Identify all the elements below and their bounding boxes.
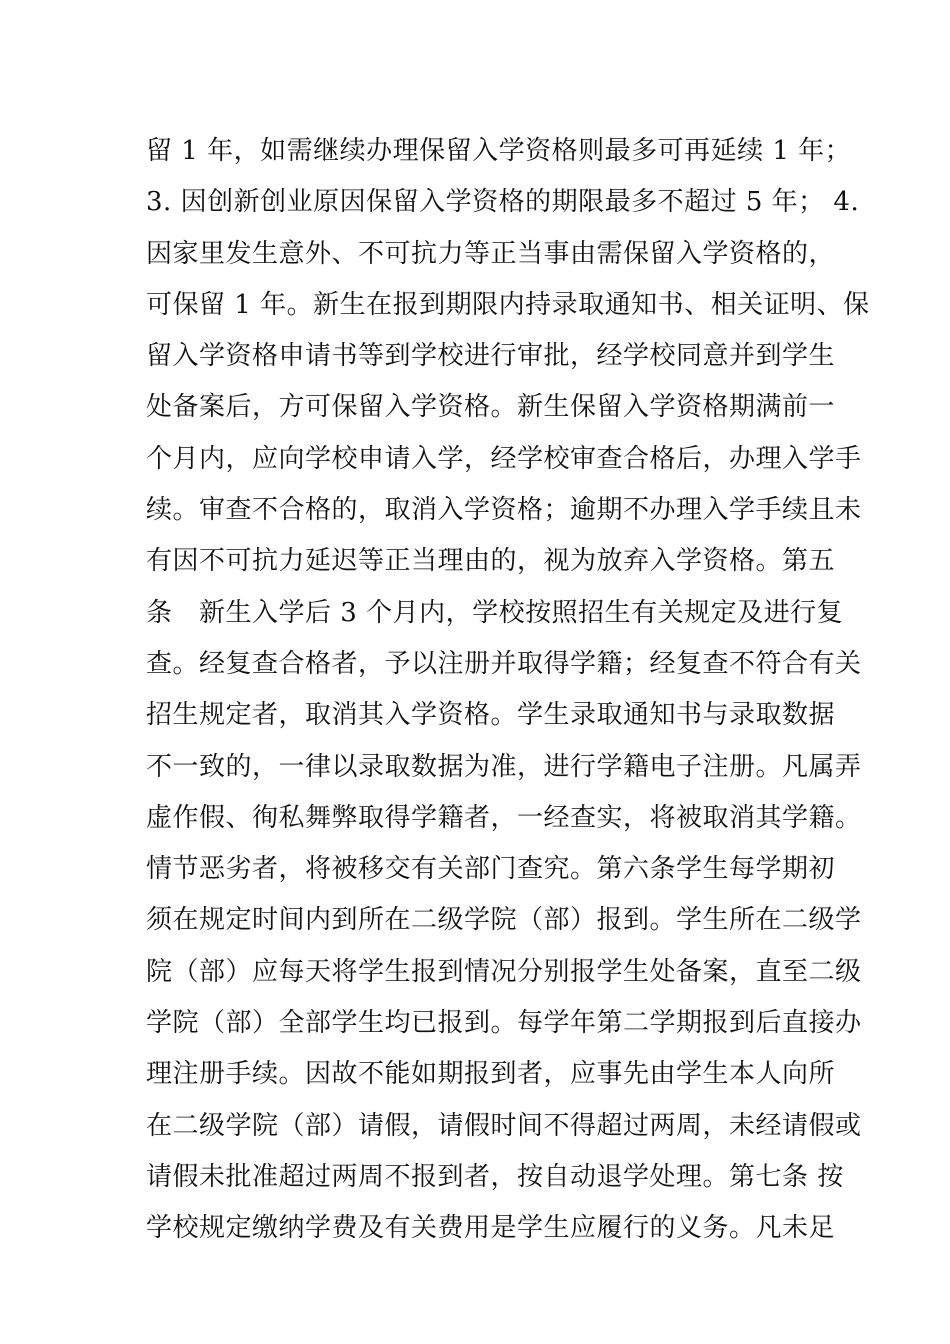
text-line: 因家里发生意外、不可抗力等正当事由需保留入学资格的， (146, 238, 836, 269)
text-line: 请假未批准超过两周不报到者，按自动退学处理。第七条 按 (146, 1161, 844, 1192)
text-line: 有因不可抗力延迟等正当理由的，视为放弃入学资格。第五 (146, 546, 836, 577)
text-line: 院（部）应每天将学生报到情况分别报学生处备案，直至二级 (146, 956, 862, 987)
text-line: 个月内，应向学校申请入学，经学校审查合格后，办理入学手 (146, 443, 862, 474)
text-line: 学院（部）全部学生均已报到。每学年第二学期报到后直接办 (146, 1008, 862, 1039)
text-line: 学校规定缴纳学费及有关费用是学生应履行的义务。凡未足 (146, 1213, 836, 1244)
text-line: 3. 因创新创业原因保留入学资格的期限最多不超过 5 年； 4. (146, 187, 860, 218)
text-line: 招生规定者，取消其入学资格。学生录取通知书与录取数据 (146, 700, 836, 731)
text-line: 留入学资格申请书等到学校进行审批，经学校同意并到学生 (146, 341, 836, 372)
body-text (146, 126, 870, 1255)
text-line: 处备案后，方可保留入学资格。新生保留入学资格期满前一 (146, 392, 836, 423)
text-line: 可保留 1 年。新生在报到期限内持录取通知书、相关证明、保 (146, 289, 870, 320)
text-line: 虚作假、徇私舞弊取得学籍者，一经查实，将被取消其学籍。 (146, 802, 862, 833)
text-line: 不一致的，一律以录取数据为准，进行学籍电子注册。凡属弄 (146, 751, 862, 782)
text-line: 查。经复查合格者，予以注册并取得学籍；经复查不符合有关 (146, 648, 862, 679)
text-line: 留 1 年，如需继续办理保留入学资格则最多可再延续 1 年； (146, 136, 852, 166)
text-line: 续。审查不合格的，取消入学资格；逾期不办理入学手续且未 (146, 495, 862, 526)
text-line: 情节恶劣者，将被移交有关部门查究。第六条学生每学期初 (146, 854, 836, 885)
text-line: 理注册手续。因故不能如期报到者，应事先由学生本人向所 (146, 1059, 836, 1090)
text-line: 在二级学院（部）请假，请假时间不得超过两周，未经请假或 (146, 1110, 862, 1141)
text-line: 须在规定时间内到所在二级学院（部）报到。学生所在二级学 (146, 905, 862, 936)
text-line: 条 新生入学后 3 个月内，学校按照招生有关规定及进行复 (146, 597, 844, 628)
